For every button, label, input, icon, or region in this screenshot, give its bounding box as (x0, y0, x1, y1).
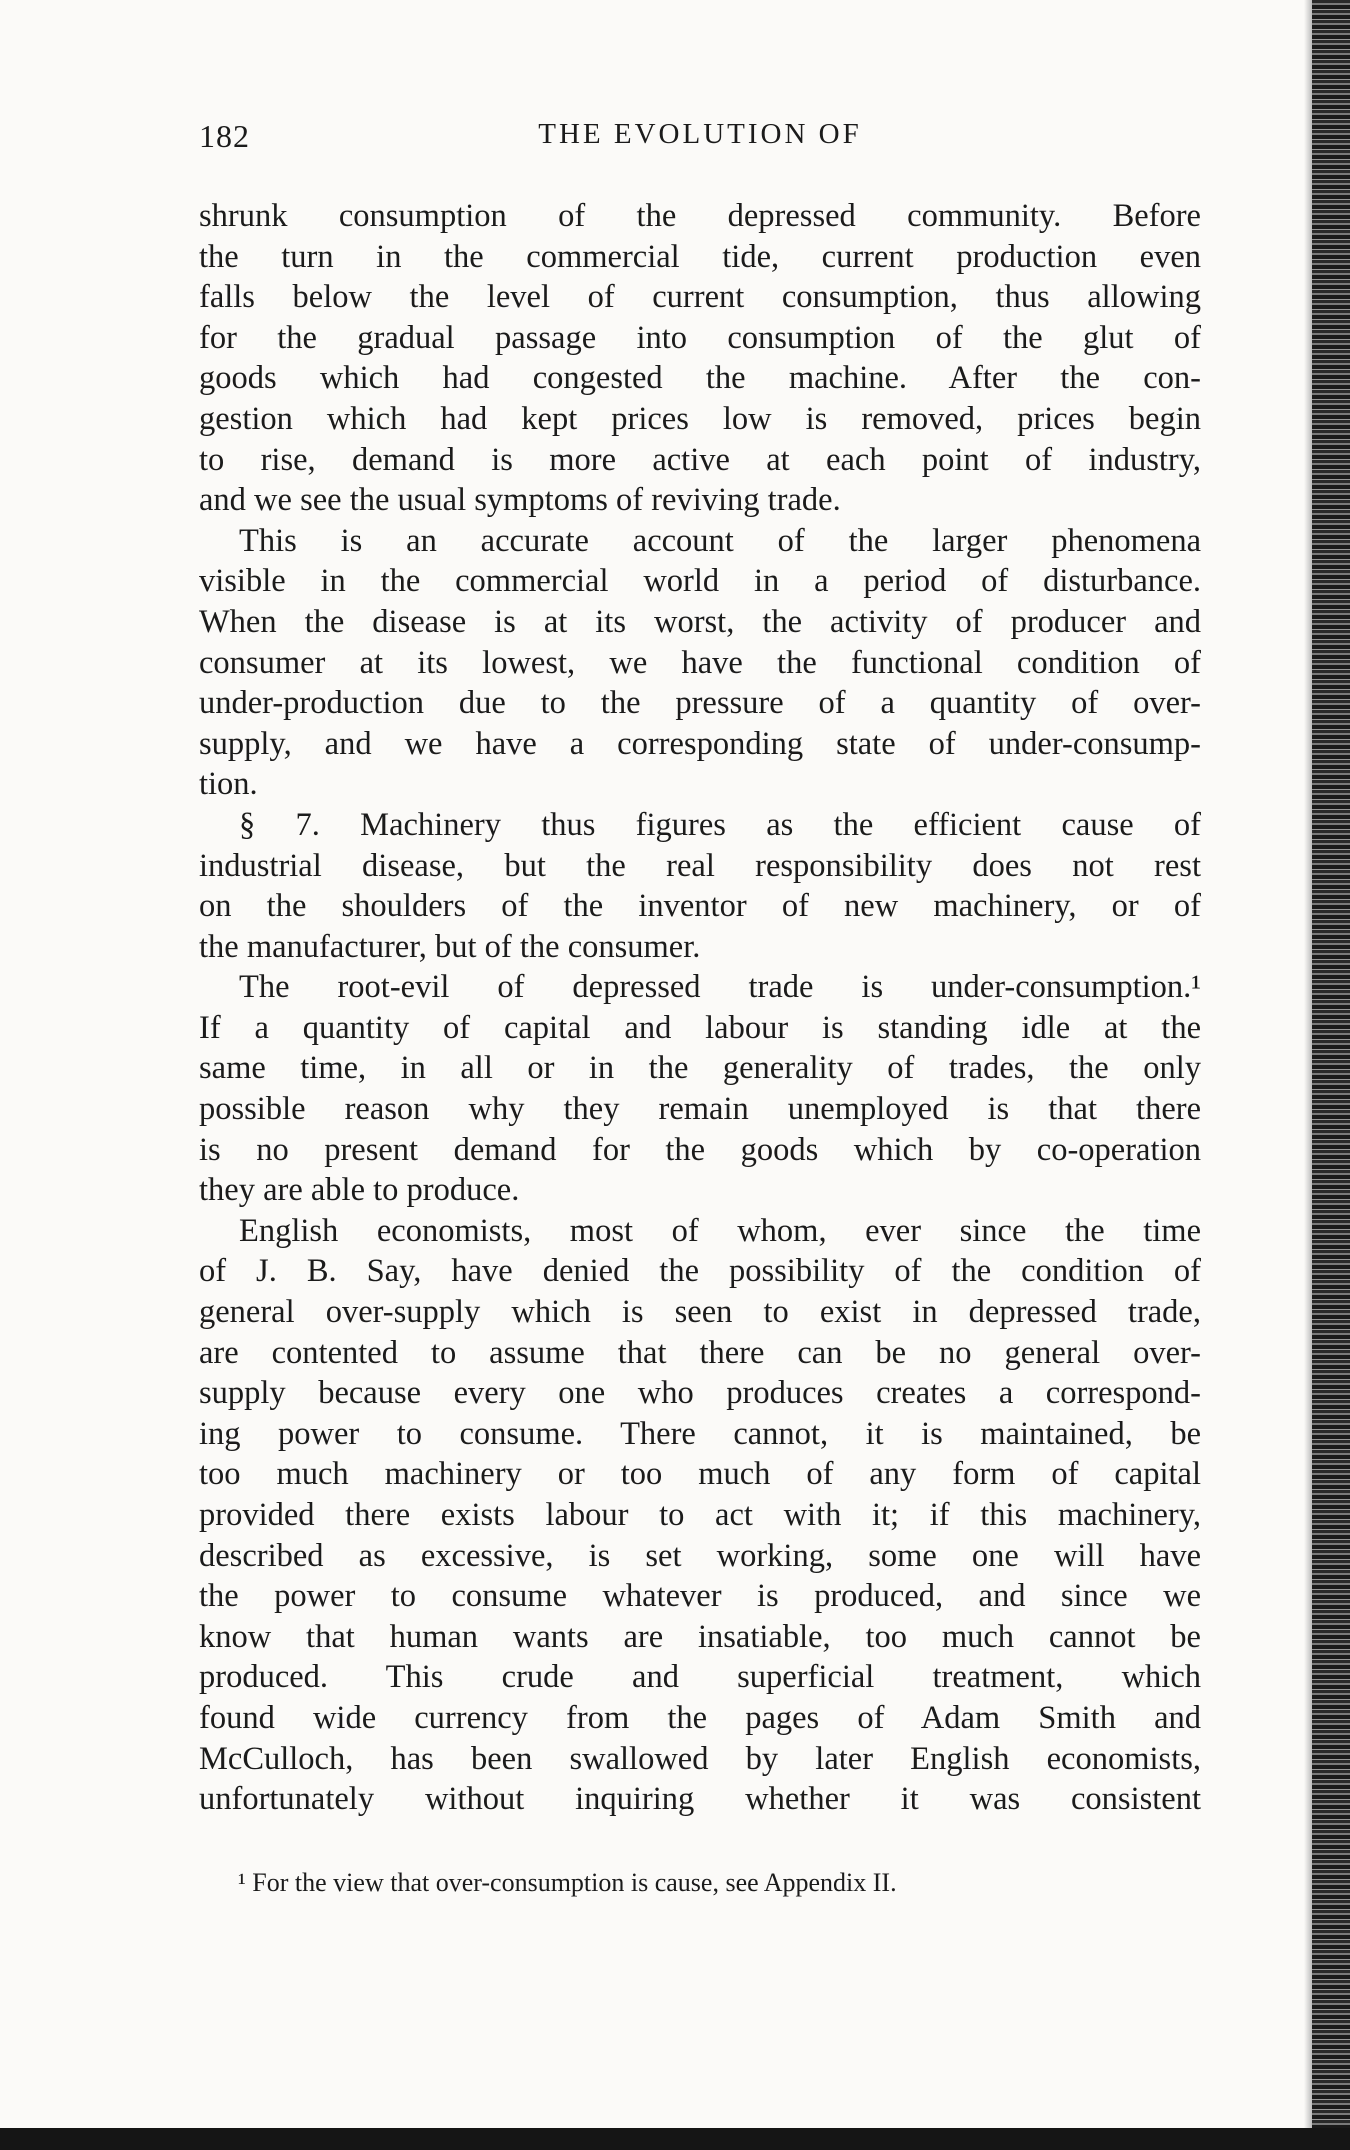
text-line: are contented to assume that there can be no general over- (199, 1334, 1201, 1371)
text-line: under-production due to the pressure of a quantity of over- (199, 685, 1201, 722)
text-line: If a quantity of capital and labour is standing idle at the (199, 1009, 1201, 1046)
text-line: the power to consume whatever is produced, and since we (199, 1578, 1201, 1615)
text-line: provided there exists labour to act with it; if this machinery, (199, 1497, 1201, 1533)
text-line: consumer at its lowest, we have the functional condition of (199, 644, 1201, 681)
text-line: the turn in the commercial tide, current production even (199, 238, 1201, 275)
text-line: The root-evil of depressed trade is under-consumption.¹ (239, 969, 1201, 1006)
body-text (199, 196, 1201, 1820)
paragraph (199, 196, 1201, 521)
text-line: tion. (199, 766, 258, 803)
text-line: they are able to produce. (199, 1172, 520, 1209)
paragraph (199, 1211, 1201, 1820)
text-line: general over-supply which is seen to exist in depressed trade, (199, 1294, 1201, 1331)
text-line: too much machinery or too much of any form of capital (199, 1456, 1201, 1493)
text-line: goods which had congested the machine. After the con- (199, 360, 1201, 397)
book-edge (1312, 0, 1350, 2150)
page-header (199, 118, 1201, 162)
text-line: industrial disease, but the real responsibility does not rest (199, 847, 1201, 884)
text-line: on the shoulders of the inventor of new machinery, or of (199, 888, 1201, 925)
text-line: falls below the level of current consumption, thus allowing (199, 279, 1201, 316)
text-line: the manufacturer, but of the consumer. (199, 928, 701, 965)
page-edge-shadow (1304, 0, 1312, 2150)
text-line: for the gradual passage into consumption of the glut of (199, 319, 1201, 356)
text-line: visible in the commercial world in a period of disturbance. (199, 563, 1201, 600)
text-line: same time, in all or in the generality of trades, the only (199, 1050, 1201, 1087)
text-line: McCulloch, has been swallowed by later English economists, (199, 1740, 1201, 1777)
text-line: When the disease is at its worst, the activity of producer and (199, 603, 1201, 640)
text-line: supply, and we have a corresponding state of under-consump- (199, 725, 1201, 762)
text-line: supply because every one who produces creates a correspond- (199, 1375, 1201, 1412)
paragraph (199, 521, 1201, 805)
text-line: know that human wants are insatiable, too much cannot be (199, 1618, 1201, 1655)
text-line: § 7. Machinery thus figures as the efficient cause of (239, 806, 1201, 843)
page-number: 182 (199, 118, 250, 154)
paragraph (199, 805, 1201, 967)
text-line: of J. B. Say, have denied the possibility of the condition of (199, 1253, 1201, 1290)
text-line: shrunk consumption of the depressed community. Before (199, 198, 1201, 234)
text-line: possible reason why they remain unemployed is that there (199, 1091, 1201, 1128)
paragraph (199, 967, 1201, 1211)
text-line: is no present demand for the goods which by co-operation (199, 1131, 1201, 1168)
text-line: unfortunately without inquiring whether it was consistent (199, 1781, 1201, 1818)
text-line: found wide currency from the pages of Adam Smith and (199, 1699, 1201, 1736)
text-line: This is an accurate account of the larger phenomena (239, 522, 1201, 559)
text-line: ing power to consume. There cannot, it is maintained, be (199, 1415, 1201, 1452)
running-title: THE EVOLUTION OF (538, 118, 862, 150)
text-line: to rise, demand is more active at each point of industry, (199, 441, 1201, 478)
footnote: ¹ For the view that over-consumption is cause, see Appendix II. (238, 1868, 897, 1897)
text-line: English economists, most of whom, ever since the time (239, 1212, 1201, 1249)
text-line: gestion which had kept prices low is removed, prices begin (199, 400, 1201, 437)
text-line: and we see the usual symptoms of reviving trade. (199, 482, 841, 519)
text-line: described as excessive, is set working, some one will have (199, 1537, 1201, 1574)
text-line: produced. This crude and superficial treatment, which (199, 1659, 1201, 1696)
scan-border (0, 2128, 1350, 2150)
